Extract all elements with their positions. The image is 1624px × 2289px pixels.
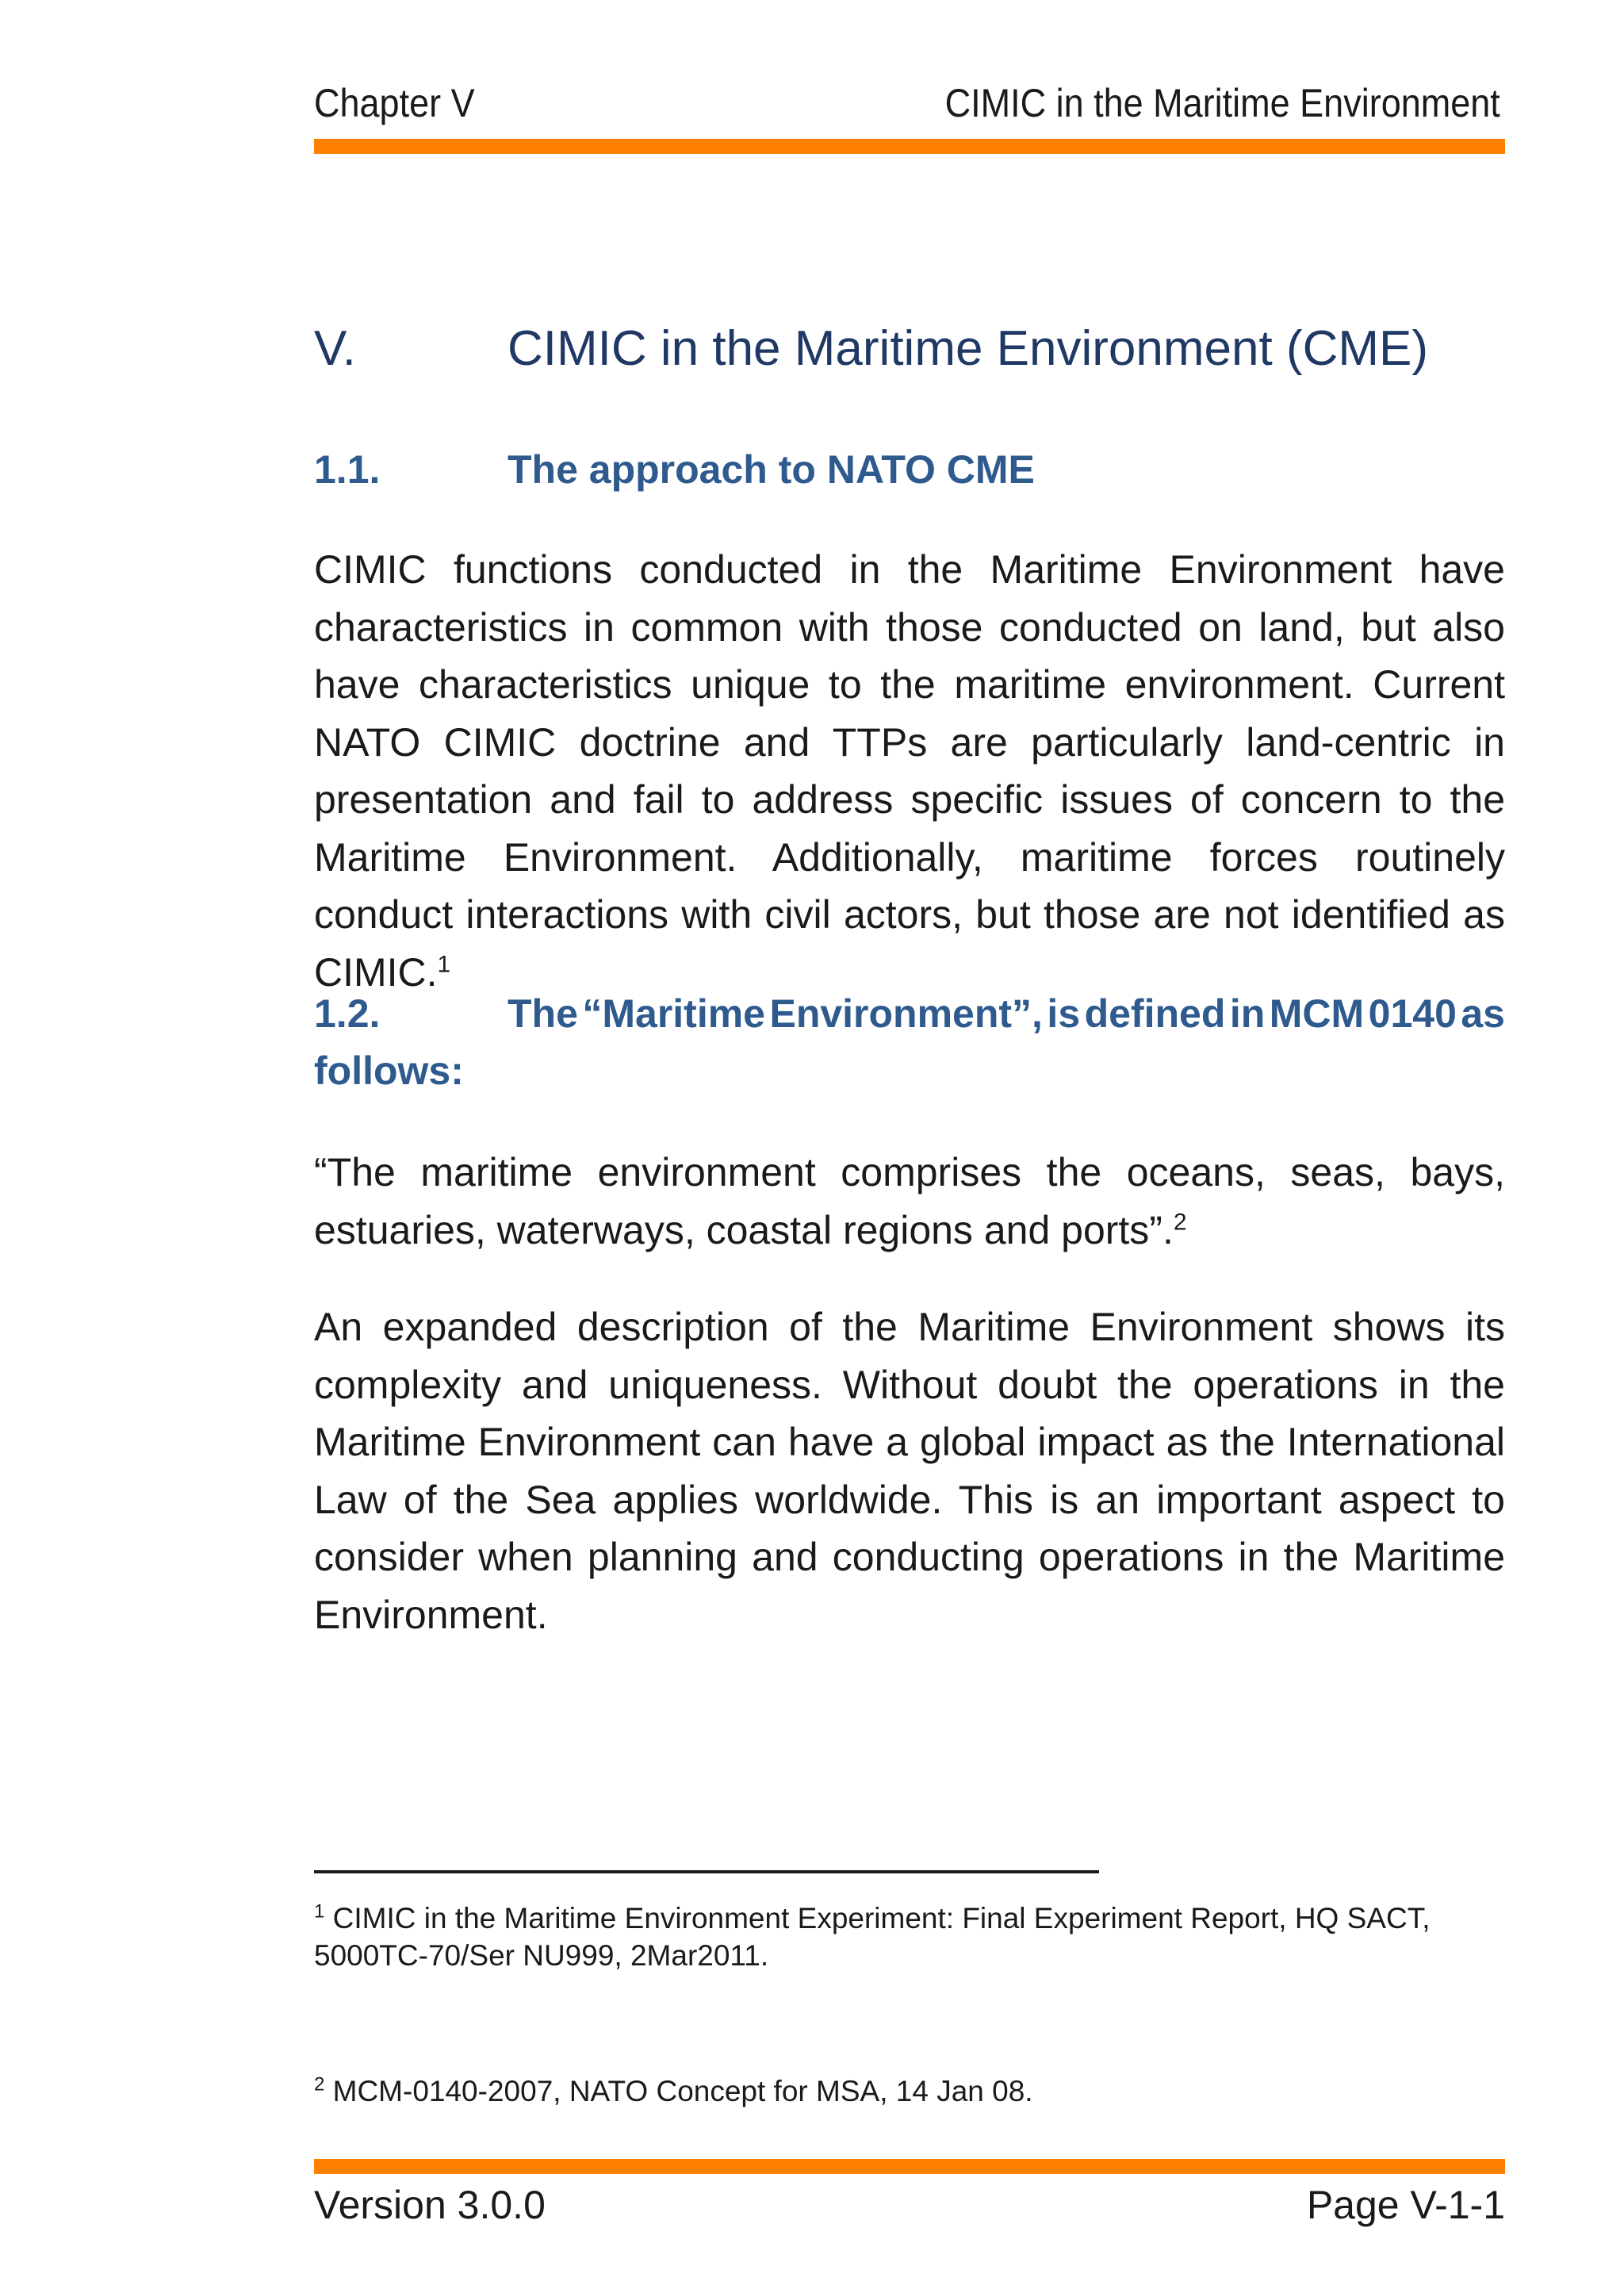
header-chapter-title: CIMIC in the Maritime Environment: [944, 81, 1500, 125]
footnote-reference: 2: [1173, 1208, 1187, 1235]
title-word: “Maritime: [582, 991, 765, 1036]
title-word: The: [508, 991, 578, 1036]
paragraph-text: “The maritime environment comprises the oceans, seas, bays, estuaries, waterways, coastal regions and ports”.: [314, 1150, 1505, 1252]
section-title: [508, 985, 1505, 1042]
title-word: defined: [1084, 991, 1226, 1036]
paragraph-definition-quote: [314, 1144, 1505, 1259]
footnote-marker: 2: [314, 2073, 325, 2095]
paragraph-text: An expanded description of the Maritime Environment shows its complexity and uniqueness. Without doubt the operations in the Maritime Environment can have a global impact as the International Law of the Sea applies worldwide. This is an important aspect to consider when planning and conducting operations in the Maritime Environment.: [314, 1305, 1505, 1637]
title-word: in: [1229, 991, 1266, 1036]
section-heading-1-2: [314, 985, 1505, 1099]
chapter-number: V.: [314, 321, 356, 376]
footnote-2: [314, 2072, 1505, 2110]
title-word: 0140: [1368, 991, 1457, 1036]
header-rule: [314, 139, 1505, 154]
footnote-text: MCM-0140-2007, NATO Concept for MSA, 14 Jan 08.: [332, 2075, 1033, 2107]
title-word: MCM: [1269, 991, 1365, 1036]
footnote-1: [314, 1900, 1505, 1974]
footnote-marker: 1: [314, 1900, 325, 1923]
paragraph-cimic-functions: [314, 541, 1505, 1001]
footnote-separator: [314, 1870, 1099, 1873]
footer-rule: [314, 2159, 1505, 2174]
chapter-title-text: CIMIC in the Maritime Environment (CME): [508, 321, 1429, 376]
header-chapter-label: Chapter V: [314, 81, 475, 125]
title-word: is: [1047, 991, 1081, 1036]
section-title: The approach to NATO CME: [508, 447, 1035, 492]
section-number: 1.1.: [314, 447, 381, 492]
page-number: Page V-1-1: [1306, 2183, 1505, 2227]
title-word: Environment”,: [769, 991, 1043, 1036]
version-label: Version 3.0.0: [314, 2183, 546, 2227]
title-word: as: [1461, 991, 1505, 1036]
paragraph-expanded-description: [314, 1298, 1505, 1643]
footnote-reference: 1: [437, 950, 451, 977]
section-title-continued: follows:: [314, 1049, 464, 1093]
section-number: 1.2.: [314, 991, 381, 1036]
footnote-text: CIMIC in the Maritime Environment Experiment: Final Experiment Report, HQ SACT, 5000TC-70/Ser NU999, 2Mar2011.: [314, 1902, 1431, 1972]
paragraph-text: CIMIC functions conducted in the Maritime Environment have characteristics in common with those conducted on land, but also have characteristics unique to the maritime environment. Current NATO CIMIC doctrine and TTPs are particularly land-centric in presentation and fail to address specific issues of concern to the Maritime Environment. Additionally, maritime forces routinely conduct interactions with civil actors, but those are not identified as CIMIC.: [314, 547, 1505, 995]
